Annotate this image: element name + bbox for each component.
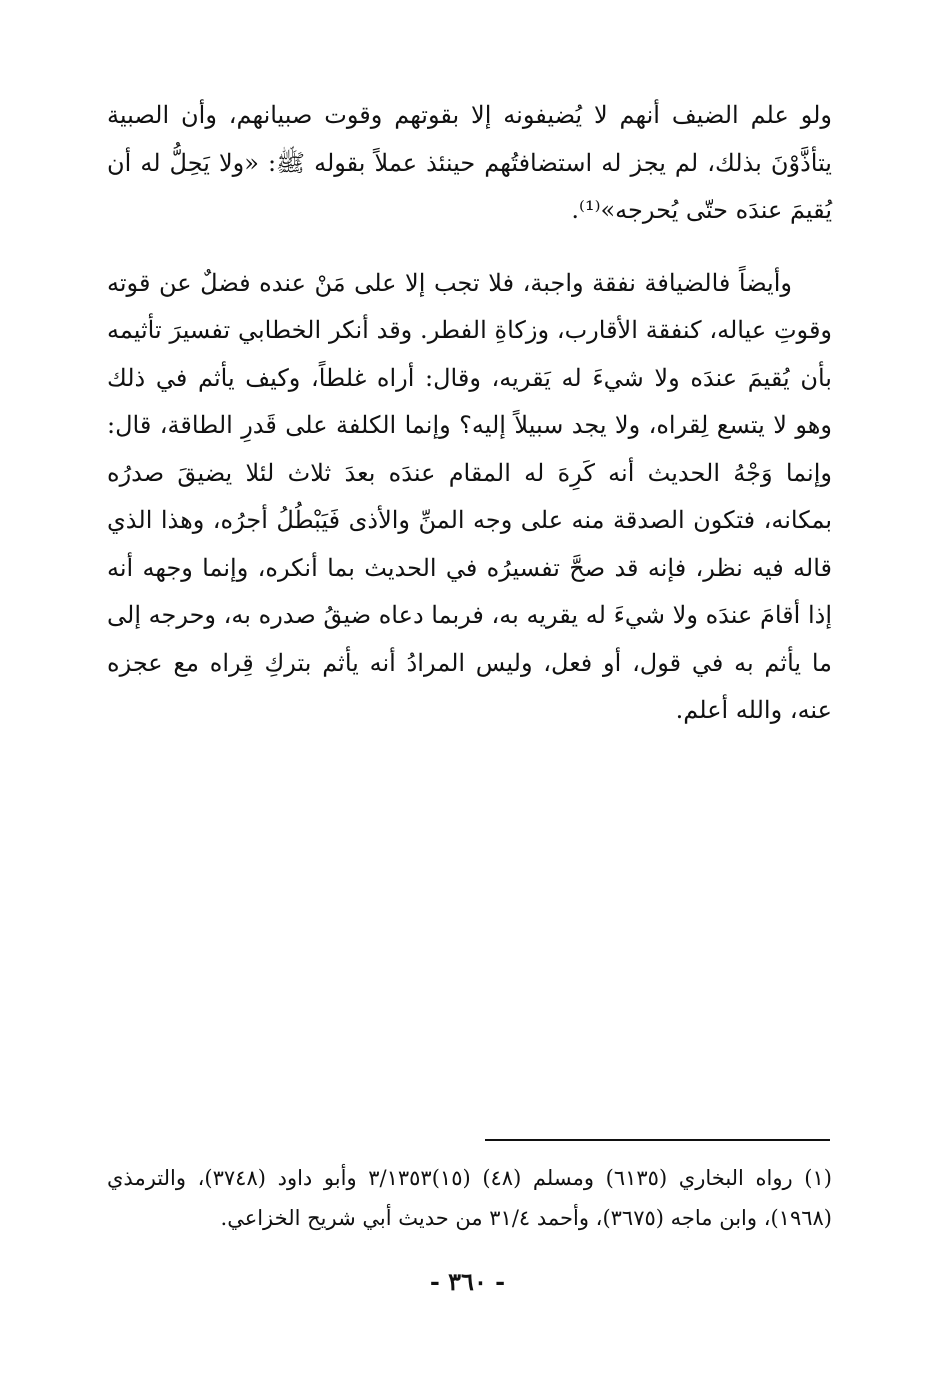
paragraph-2: وأيضاً فالضيافة نفقة واجبة، فلا تجب إلا على مَنْ عنده فضلٌ عن قوته وقوتِ عياله، كنفقة الأقارب، وزكاةِ الفطر. وقد أنكر الخطابي تفسيرَ تأثيمه بأن يُقيمَ عندَه ولا شيءَ له يَقريه، وقال: أراه غلطاً، وكيف يأثم في ذلك وهو لا يتسع لِقراه، ولا يجد سبيلاً إليه؟ وإنما الكلفة على قَدرِ الطاقة، قال: وإنما وَجْهُ الحديث أنه كَرِهَ له المقام عندَه بعدَ ثلاث لئلا يضيقَ صدرُه بمكانه، فتكون الصدقة منه على وجه المنِّ والأذى فَيَبْطُلُ أجرُه، وهذا الذي قاله فيه نظر، فإنه قد صحَّ تفسيرُه في الحديث بما أنكره، وإنما وجهه أنه إذا أقامَ عندَه ولا شيءَ له يقريه به، فربما دعاه ضيقُ صدره به، وحرجه إلى ما يأثم به في قول، أو فعل، وليس المرادُ أنه يأثم بتركِ قِراه مع عجزه عنه، والله أعلم.: [107, 268, 833, 724]
page-number: - ٣٦٠ -: [429, 1267, 506, 1296]
main-text-block: [107, 92, 832, 735]
paragraph-1: ولو علم الضيف أنهم لا يُضيفونه إلا بقوتهم وقوت صبيانهم، وأن الصبية يتأذَّوْنَ بذلك، لم يجز له استضافتُهم حينئذ عملاً بقوله ﷺ: «ولا يَحِلُّ له أن يُقيمَ عندَه حتّى يُحرجه»⁽¹⁾.: [107, 101, 832, 224]
footnotes-block: [107, 1158, 832, 1238]
footnote-1: (١) رواه البخاري (٦١٣٥) ومسلم (٤٨) (١٥)٣/١٣٥٣ وأبو داود (٣٧٤٨)، والترمذي (١٩٦٨)، وابن ماجه (٣٦٧٥)، وأحمد ٣١/٤ من حديث أبي شريح الخزاعي.: [107, 1166, 832, 1230]
footnote-separator: [485, 1139, 830, 1141]
